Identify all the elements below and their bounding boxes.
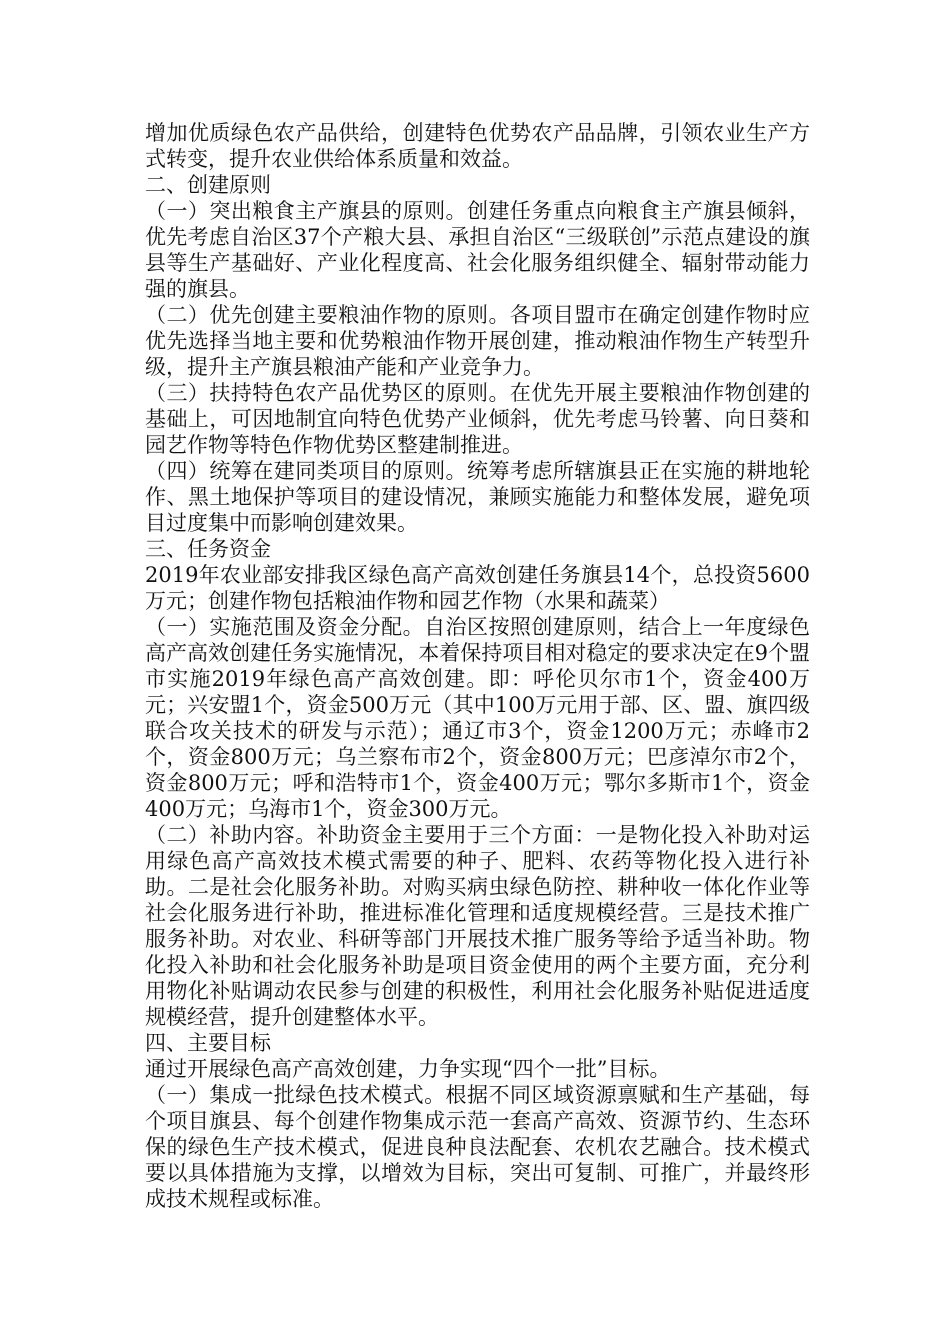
- paragraph-intro-continuation: 增加优质绿色农产品供给，创建特色优势农产品品牌，引领农业生产方式转变，提升农业供给体系质量和效益。: [145, 121, 810, 171]
- section-heading-principles: 二、创建原则: [145, 173, 271, 197]
- paragraph-goals-overview: 通过开展绿色高产高效创建，力争实现“四个一批”目标。: [145, 1057, 671, 1081]
- paragraph-principle-2: （二）优先创建主要粮油作物的原则。各项目盟市在确定创建作物时应优先选择当地主要和优势粮油作物开展创建，推动粮油作物生产转型升级，提升主产旗县粮油产能和产业竞争力。: [145, 303, 810, 379]
- paragraph-principle-1: （一）突出粮食主产旗县的原则。创建任务重点向粮食主产旗县倾斜，优先考虑自治区37个产粮大县、承担自治区“三级联创”示范点建设的旗县等生产基础好、产业化程度高、社会化服务组织健全、辐射带动能力强的旗县。: [145, 199, 810, 301]
- paragraph-principle-3: （三）扶持特色农产品优势区的原则。在优先开展主要粮油作物创建的基础上，可因地制宜向特色优势产业倾斜，优先考虑马铃薯、向日葵和园艺作物等特色作物优势区整建制推进。: [145, 381, 810, 457]
- paragraph-principle-4: （四）统筹在建同类项目的原则。统筹考虑所辖旗县正在实施的耕地轮作、黑土地保护等项目的建设情况，兼顾实施能力和整体发展，避免项目过度集中而影响创建效果。: [145, 459, 810, 535]
- paragraph-tasks-overview: 2019年农业部安排我区绿色高产高效创建任务旗县14个，总投资5600万元；创建作物包括粮油作物和园艺作物（水果和蔬菜）: [145, 563, 810, 613]
- paragraph-goal-1: （一）集成一批绿色技术模式。根据不同区域资源禀赋和生产基础，每个项目旗县、每个创建作物集成示范一套高产高效、资源节约、生态环保的绿色生产技术模式，促进良种良法配套、农机农艺融合。技术模式要以具体措施为支撑，以增效为目标，突出可复制、可推广，并最终形成技术规程或标准。: [145, 1083, 810, 1211]
- section-heading-tasks-funds: 三、任务资金: [145, 537, 271, 561]
- paragraph-subsidy-content: （二）补助内容。补助资金主要用于三个方面：一是物化投入补助对运用绿色高产高效技术模式需要的种子、肥料、农药等物化投入进行补助。二是社会化服务补助。对购买病虫绿色防控、耕种收一体化作业等社会化服务进行补助，推进标准化管理和适度规模经营。三是技术推广服务补助。对农业、科研等部门开展技术推广服务等给予适当补助。物化投入补助和社会化服务补助是项目资金使用的两个主要方面，充分利用物化补贴调动农民参与创建的积极性，利用社会化服务补贴促进适度规模经营，提升创建整体水平。: [145, 823, 810, 1029]
- document-body: [145, 120, 810, 1212]
- paragraph-scope-allocation: （一）实施范围及资金分配。自治区按照创建原则，结合上一年度绿色高产高效创建任务实施情况，本着保持项目相对稳定的要求决定在9个盟市实施2019年绿色高产高效创建。即：呼伦贝尔市1个，资金400万元；兴安盟1个，资金500万元（其中100万元用于部、区、盟、旗四级联合攻关技术的研发与示范）；通辽市3个，资金1200万元；赤峰市2个，资金800万元；乌兰察布市2个，资金800万元；巴彦淖尔市2个，资金800万元；呼和浩特市1个，资金400万元；鄂尔多斯市1个，资金400万元；乌海市1个，资金300万元。: [145, 615, 810, 821]
- section-heading-main-goals: 四、主要目标: [145, 1031, 271, 1055]
